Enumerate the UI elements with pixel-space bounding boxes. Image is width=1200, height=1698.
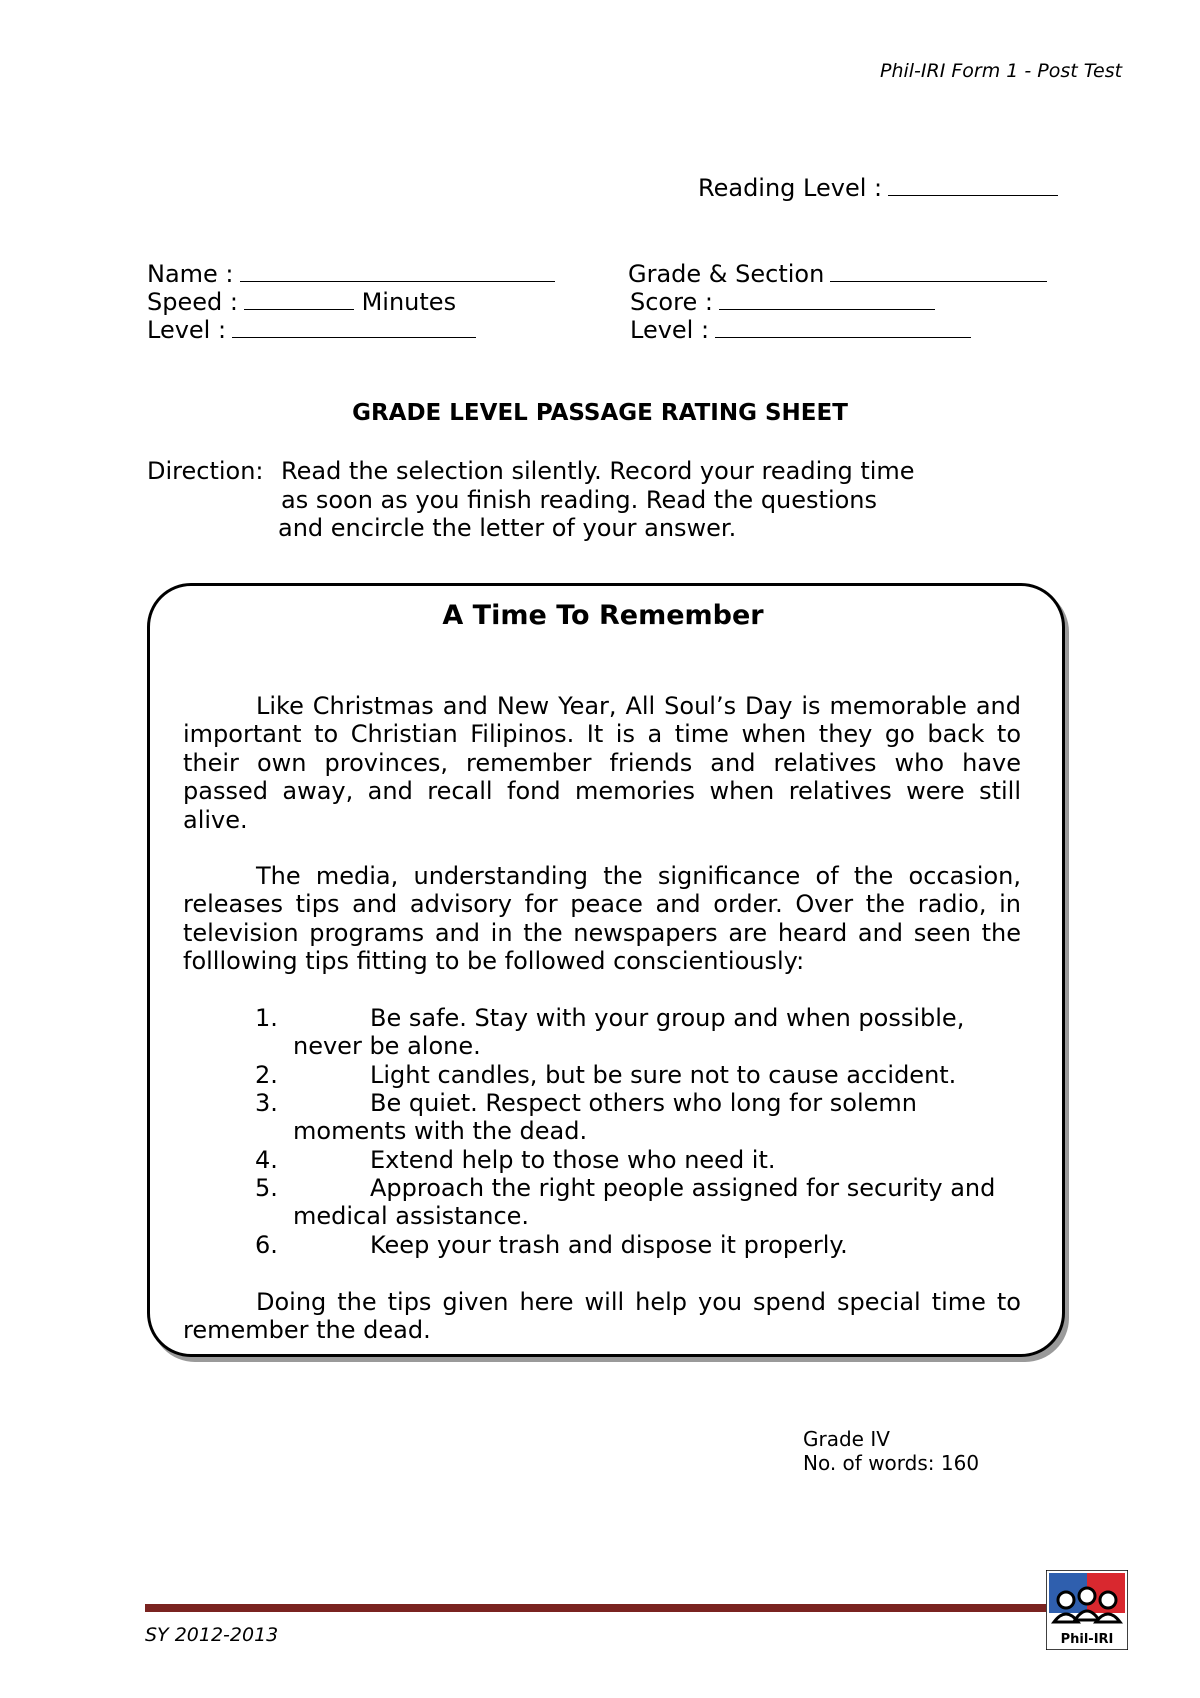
- footer-bar: [145, 1604, 1050, 1612]
- grade-section-label: Grade & Section: [628, 260, 825, 288]
- sheet-title: GRADE LEVEL PASSAGE RATING SHEET: [352, 400, 848, 426]
- tip-number: 5.: [255, 1174, 278, 1202]
- tip-item: [255, 1231, 1021, 1259]
- reading-level-label: Reading Level :: [698, 174, 883, 202]
- form-label: Phil-IRI Form 1 - Post Test: [880, 60, 1123, 82]
- tip-item: [255, 1089, 1021, 1146]
- name-field: [147, 259, 555, 288]
- tip-item: [255, 1061, 1021, 1089]
- level-field: [147, 315, 476, 344]
- name-label: Name :: [147, 260, 234, 288]
- tip-text: Light candles, but be sure not to cause accident.: [370, 1061, 957, 1089]
- tip-number: 2.: [255, 1061, 278, 1089]
- score-field: [630, 287, 935, 316]
- reading-level-blank[interactable]: [888, 173, 1058, 196]
- grade-meta: Grade IV: [803, 1427, 890, 1451]
- word-count-meta: No. of words: 160: [803, 1451, 980, 1475]
- tip-item: [255, 1146, 1021, 1174]
- speed-field: [147, 287, 456, 316]
- tip-number: 4.: [255, 1146, 278, 1174]
- school-year: SY 2012-2013: [145, 1624, 279, 1646]
- passage-paragraph-1: Like Christmas and New Year, All Soul’s Day is memorable and important to Christian Filipinos. It is a time when they go back to their own provinces, remember friends and relatives who have passed away, and recall fond memories when relatives were still alive.: [183, 692, 1021, 834]
- tip-item: [255, 1004, 1021, 1061]
- level2-label: Level :: [630, 316, 710, 344]
- tip-text: Keep your trash and dispose it properly.: [370, 1231, 848, 1259]
- tip-text-cont: never be alone.: [293, 1032, 481, 1061]
- tip-text-cont: medical assistance.: [293, 1202, 530, 1231]
- tip-text: Approach the right people assigned for security and: [370, 1174, 996, 1202]
- passage-closing: Doing the tips given here will help you spend special time to remember the dead.: [183, 1288, 1021, 1345]
- level2-field: [630, 315, 971, 344]
- tip-number: 3.: [255, 1089, 278, 1117]
- grade-section-blank[interactable]: [830, 259, 1047, 282]
- passage-title: A Time To Remember: [442, 600, 764, 631]
- speed-blank[interactable]: [244, 287, 354, 310]
- phil-iri-logo-icon: [1046, 1570, 1128, 1650]
- grade-section-field: [628, 259, 1047, 288]
- level-label: Level :: [147, 316, 227, 344]
- speed-unit: Minutes: [361, 288, 457, 316]
- direction-line-2: as soon as you finish reading. Read the questions: [281, 486, 878, 514]
- name-blank[interactable]: [240, 259, 555, 282]
- reading-level-field: [698, 173, 1058, 202]
- direction-label: Direction:: [147, 457, 264, 485]
- tip-number: 1.: [255, 1004, 278, 1032]
- tip-text: Be quiet. Respect others who long for solemn: [370, 1089, 917, 1117]
- logo-text: Phil-IRI: [1060, 1632, 1114, 1647]
- tip-text: Extend help to those who need it.: [370, 1146, 776, 1174]
- tip-text-cont: moments with the dead.: [293, 1117, 588, 1146]
- tip-text: Be safe. Stay with your group and when possible,: [370, 1004, 965, 1032]
- level-blank[interactable]: [232, 315, 476, 338]
- level2-blank[interactable]: [715, 315, 971, 338]
- direction-line-3: and encircle the letter of your answer.: [278, 514, 737, 542]
- score-label: Score :: [630, 288, 713, 316]
- tip-number: 6.: [255, 1231, 278, 1259]
- tip-item: [255, 1174, 1021, 1231]
- direction-line-1: Read the selection silently. Record your reading time: [281, 457, 915, 485]
- speed-label: Speed :: [147, 288, 238, 316]
- passage-paragraph-2: The media, understanding the significance of the occasion, releases tips and advisory for peace and order. Over the radio, in television programs and in the newspapers are heard and seen the folllowing tips fitting to be followed conscientiously:: [183, 862, 1021, 976]
- score-blank[interactable]: [719, 287, 935, 310]
